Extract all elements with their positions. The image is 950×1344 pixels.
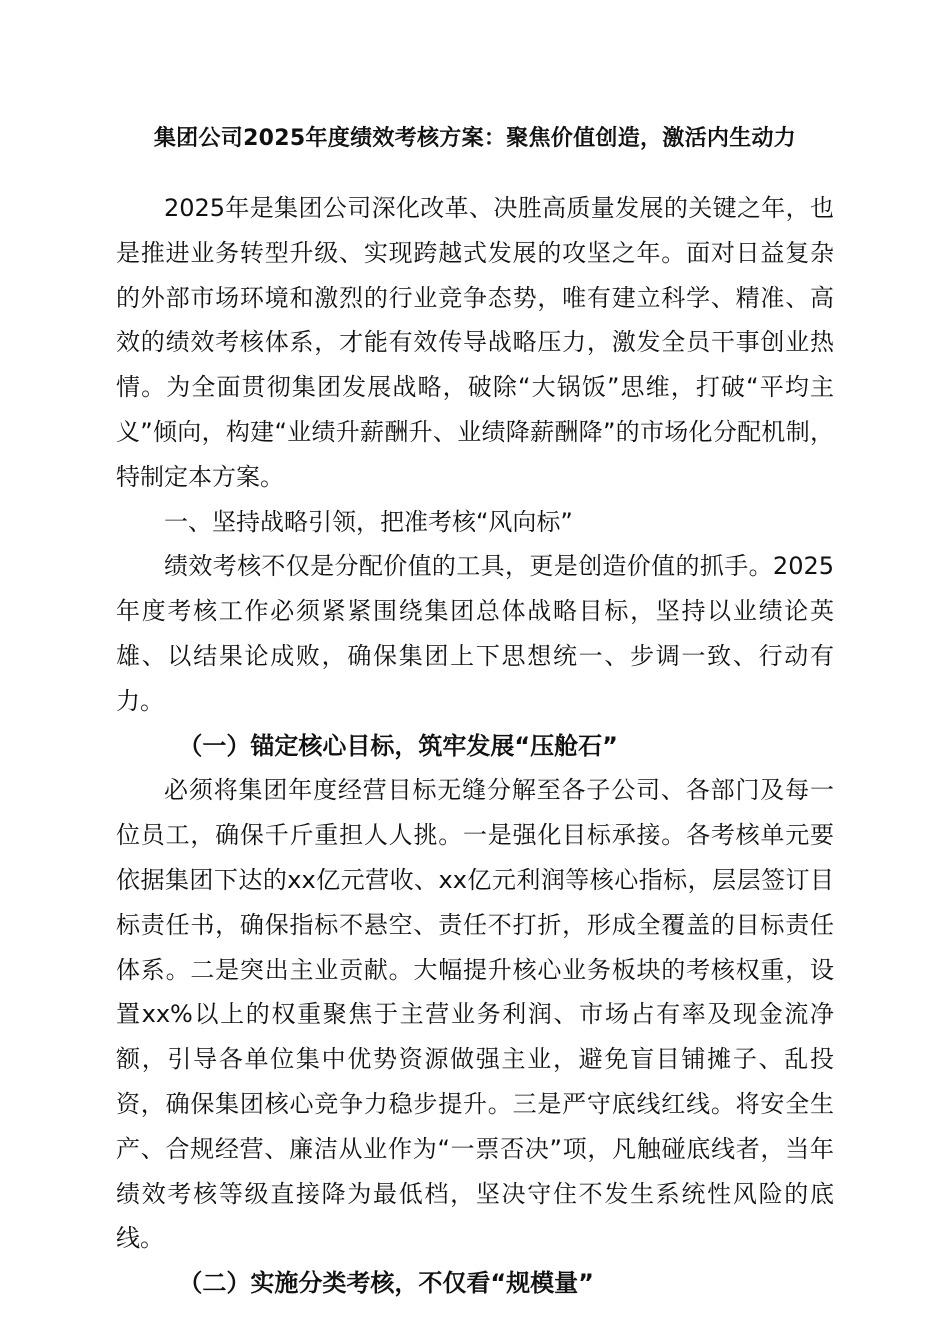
section-1-paragraph: 绩效考核不仅是分配价值的工具，更是创造价值的抓手。2025年度考核工作必须紧紧围绕集团总体战略目标，坚持以业绩论英雄、以结果论成败，确保集团上下思想统一、步调一致、行动有力。 <box>116 552 834 715</box>
section-heading-1: 一、坚持战略引领，把准考核“风向标” <box>164 507 573 536</box>
intro-paragraph: 2025年是集团公司深化改革、决胜高质量发展的关键之年，也是推进业务转型升级、实现跨越式发展的攻坚之年。面对日益复杂的外部市场环境和激烈的行业竞争态势，唯有建立科学、精准、高效的绩效考核体系，才能有效传导战略压力，激发全员干事创业热情。为全面贯彻集团发展战略，破除“大锅饭”思维，打破“平均主义”倾向，构建“业绩升薪酬升、业绩降薪酬降”的市场化分配机制，特制定本方案。 <box>116 194 834 491</box>
subsection-1-paragraph: 必须将集团年度经营目标无缝分解至各子公司、各部门及每一位员工，确保千斤重担人人挑。一是强化目标承接。各考核单元要依据集团下达的xx亿元营收、xx亿元利润等核心指标，层层签订目标责任书，确保指标不悬空、责任不打折，形成全覆盖的目标责任体系。二是突出主业贡献。大幅提升核心业务板块的考核权重，设置xx%以上的权重聚焦于主营业务利润、市场占有率及现金流净额，引导各单位集中优势资源做强主业，避免盲目铺摊子、乱投资，确保集团核心竞争力稳步提升。三是严守底线红线。将安全生产、合规经营、廉洁从业作为“一票否决”项，凡触碰底线者，当年绩效考核等级直接降为最低档，坚决守住不发生系统性风险的底线。 <box>116 776 834 1253</box>
document-title: 集团公司2025年度绩效考核方案：聚焦价值创造，激活内生动力 <box>153 126 797 151</box>
document-body <box>116 186 834 1306</box>
subsection-heading-2: （二）实施分类考核，不仅看“规模量” <box>178 1269 594 1298</box>
subsection-heading-1: （一）锚定核心目标，筑牢发展“压舱石” <box>178 731 618 760</box>
